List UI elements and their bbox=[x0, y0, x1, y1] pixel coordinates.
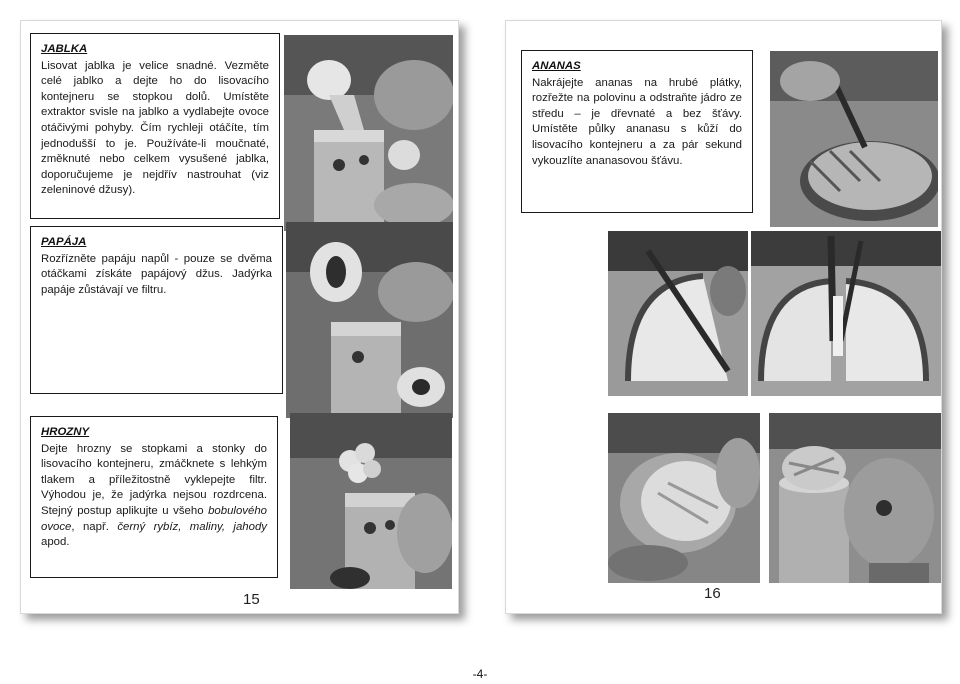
grapes-title: HROZNY bbox=[41, 426, 90, 438]
grapes-text-box bbox=[30, 416, 278, 578]
photo-pineapple-slicing bbox=[770, 51, 938, 227]
footer-page-label: -4- bbox=[472, 667, 488, 681]
pineapple-text-box bbox=[521, 50, 753, 213]
grapes-text bbox=[41, 442, 267, 551]
left-page bbox=[20, 20, 459, 614]
pineapple-text: Nakrájejte ananas na hrubé plátky, rozřežte na polovinu a odstraňte jádro ze středu – je dřevnaté a bez šťávy. Umístěte půlky ananasu s kůží do lisovacího kontejneru a za pár sekund vykouzlíte ananasovou šťávu. bbox=[532, 76, 742, 167]
papaya-text: Rozřízněte papáju napůl - pouze se dvěma otáčkami získáte papájový džus. Jadýrka papáje zůstávají ve filtru. bbox=[41, 252, 272, 296]
grapes-text-italic-2: černý rybíz, maliny, jahody bbox=[117, 520, 267, 533]
grapes-text-italic: bobulového ovoce bbox=[41, 504, 267, 533]
photo-grapes-extractor bbox=[290, 413, 452, 589]
page-number-left: 15 bbox=[243, 591, 260, 608]
papaya-text-box bbox=[30, 226, 283, 394]
apple-title: JABLKA bbox=[41, 43, 88, 55]
papaya-title: PAPÁJA bbox=[41, 236, 87, 248]
photo-pineapple-halve bbox=[608, 231, 748, 396]
right-page bbox=[505, 20, 942, 614]
apple-text: Lisovat jablka je velice snadné. Vezměte celé jablko a dejte ho do lisovacího kontejneru se stopkou dolů. Umístěte extraktor svisle na jablko a vydlabejte ovoce otáčivými pohyby. Čím rychleji otáčíte, tím jednodušší to je. Používáte-li moučnaté, změknuté nebo celkem vysušené jablka, doporučujeme je nejdřív nastrouhat (viz zeleninové džusy). bbox=[41, 59, 269, 197]
photo-pineapple-container-2 bbox=[769, 413, 941, 583]
photo-pineapple-core bbox=[751, 231, 941, 396]
grapes-text-mid: , např. bbox=[71, 520, 118, 533]
photo-papaya-extractor bbox=[286, 222, 453, 418]
grapes-text-end: apod. bbox=[41, 536, 70, 549]
page-number-right: 16 bbox=[704, 585, 721, 602]
photo-apple-extractor bbox=[284, 35, 453, 231]
grapes-text-main: Dejte hrozny se stopkami a stonky do lisovacího kontejneru, zmáčknete s lehkým tlakem a příležitostně vyklepejte filtr. Výhodou je, že jadýrka nejsou rozdrcena. Stejný postup aplikujte u všeho bbox=[41, 442, 267, 517]
apple-text-box bbox=[30, 33, 280, 219]
pineapple-title: ANANAS bbox=[532, 60, 581, 72]
photo-pineapple-container-1 bbox=[608, 413, 760, 583]
